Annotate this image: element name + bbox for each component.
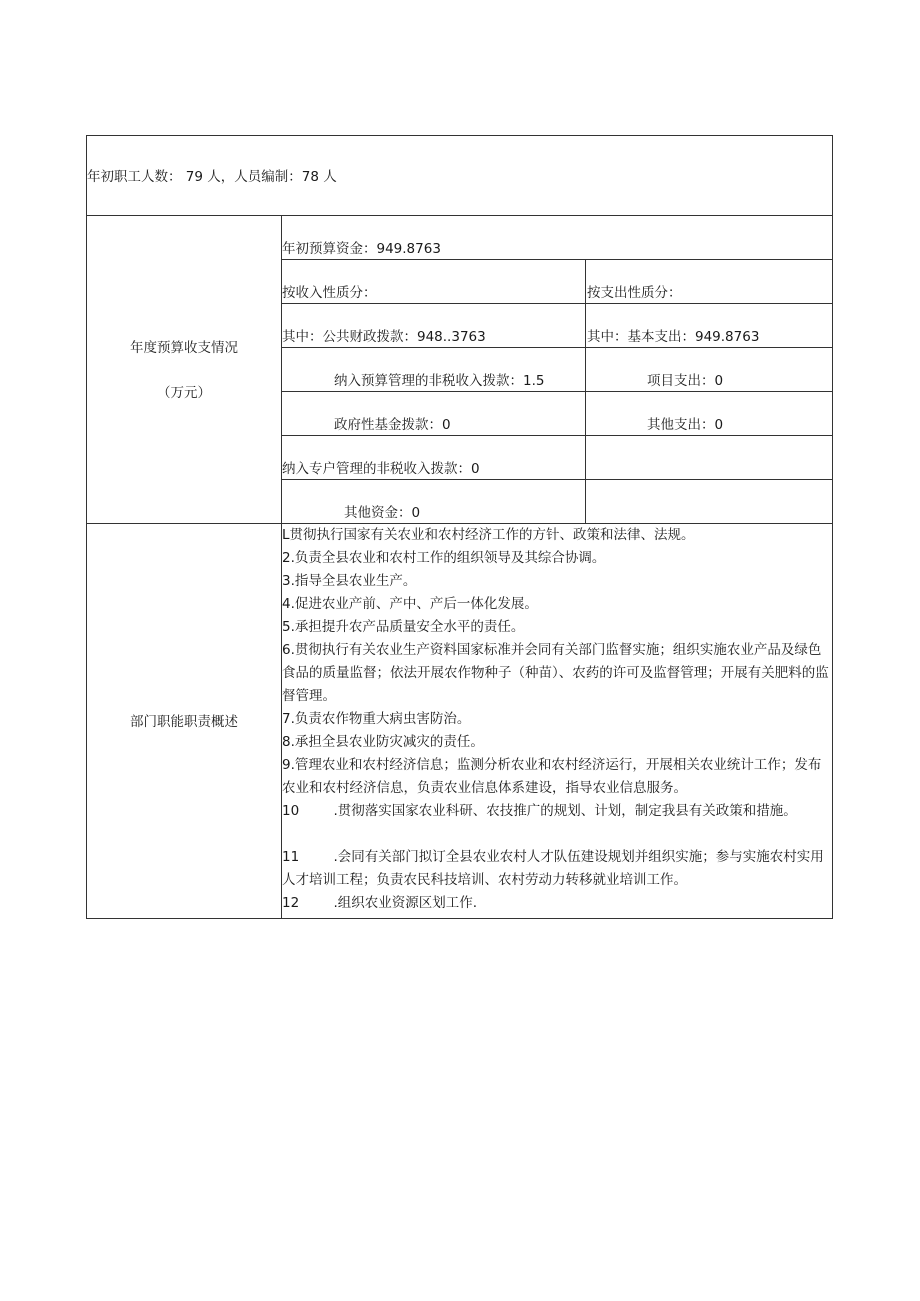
income-title: 按收入性质分： — [282, 285, 377, 301]
duty-item: L贯彻执行国家有关农业和农村经济工作的方针、政策和法律、法规。 — [282, 527, 695, 543]
budget-section-label: 年度预算收支情况 — [130, 340, 238, 356]
row-divider — [281, 347, 832, 348]
row-divider — [87, 215, 832, 216]
duty-item: 12 .组织农业资源区划工作. — [282, 895, 478, 911]
duty-item: 2.负责全县农业和农村工作的组织领导及其综合协调。 — [282, 550, 606, 566]
duty-item: 7.负责农作物重大病虫害防治。 — [282, 711, 471, 727]
budget-unit-label: （万元） — [157, 385, 211, 401]
duty-item: 10 .贯彻落实国家农业科研、农技推广的规划、计划，制定我县有关政策和措施。 — [282, 803, 797, 819]
expense-title: 按支出性质分： — [587, 285, 682, 301]
expense-other: 其他支出：0 — [647, 417, 724, 433]
duty-item: 4.促进农业产前、产中、产后一体化发展。 — [282, 596, 538, 612]
row-divider — [281, 391, 832, 392]
duty-item: 6.贯彻执行有关农业生产资料国家标准并会同有关部门监督实施；组织实施农业产品及绿色食品的质量监督；依法开展农作物种子（种苗）、农药的许可及监督管理；开展有关肥料的监督管理。 — [282, 642, 829, 704]
duty-item: 11 .会同有关部门拟订全县农业农村人才队伍建设规划并组织实施；参与实施农村实用人才培训工程；负责农民科技培训、农村劳动力转移就业培训工作。 — [282, 849, 824, 888]
duties-section-label: 部门职能职责概述 — [130, 714, 238, 730]
income-special-account: 纳入专户管理的非税收入拨款：0 — [282, 461, 480, 477]
row-divider — [281, 303, 832, 304]
budget-total: 年初预算资金：949.8763 — [282, 241, 441, 257]
income-nontax: 纳入预算管理的非税收入拨款：1.5 — [334, 373, 545, 389]
expense-project: 项目支出：0 — [647, 373, 724, 389]
duty-item: 3.指导全县农业生产。 — [282, 573, 417, 589]
row-divider — [281, 259, 832, 260]
staff-count-text: 年初职工人数： 79 人，人员编制：78 人 — [87, 169, 337, 185]
row-divider — [281, 435, 832, 436]
duty-item: 8.承担全县农业防灾减灾的责任。 — [282, 734, 484, 750]
duty-item: 5.承担提升农产品质量安全水平的责任。 — [282, 619, 525, 635]
duty-item: 9.管理农业和农村经济信息；监测分析农业和农村经济运行，开展相关农业统计工作；发布农业和农村经济信息，负责农业信息体系建设，指导农业信息服务。 — [282, 757, 822, 796]
income-gov-fund: 政府性基金拨款：0 — [334, 417, 451, 433]
department-info-table — [86, 135, 833, 919]
income-public-finance: 其中：公共财政拨款：948..3763 — [282, 329, 486, 345]
expense-basic: 其中：基本支出：949.8763 — [587, 329, 760, 345]
income-other-funds: 其他资金：0 — [344, 505, 421, 521]
row-divider — [281, 479, 832, 480]
